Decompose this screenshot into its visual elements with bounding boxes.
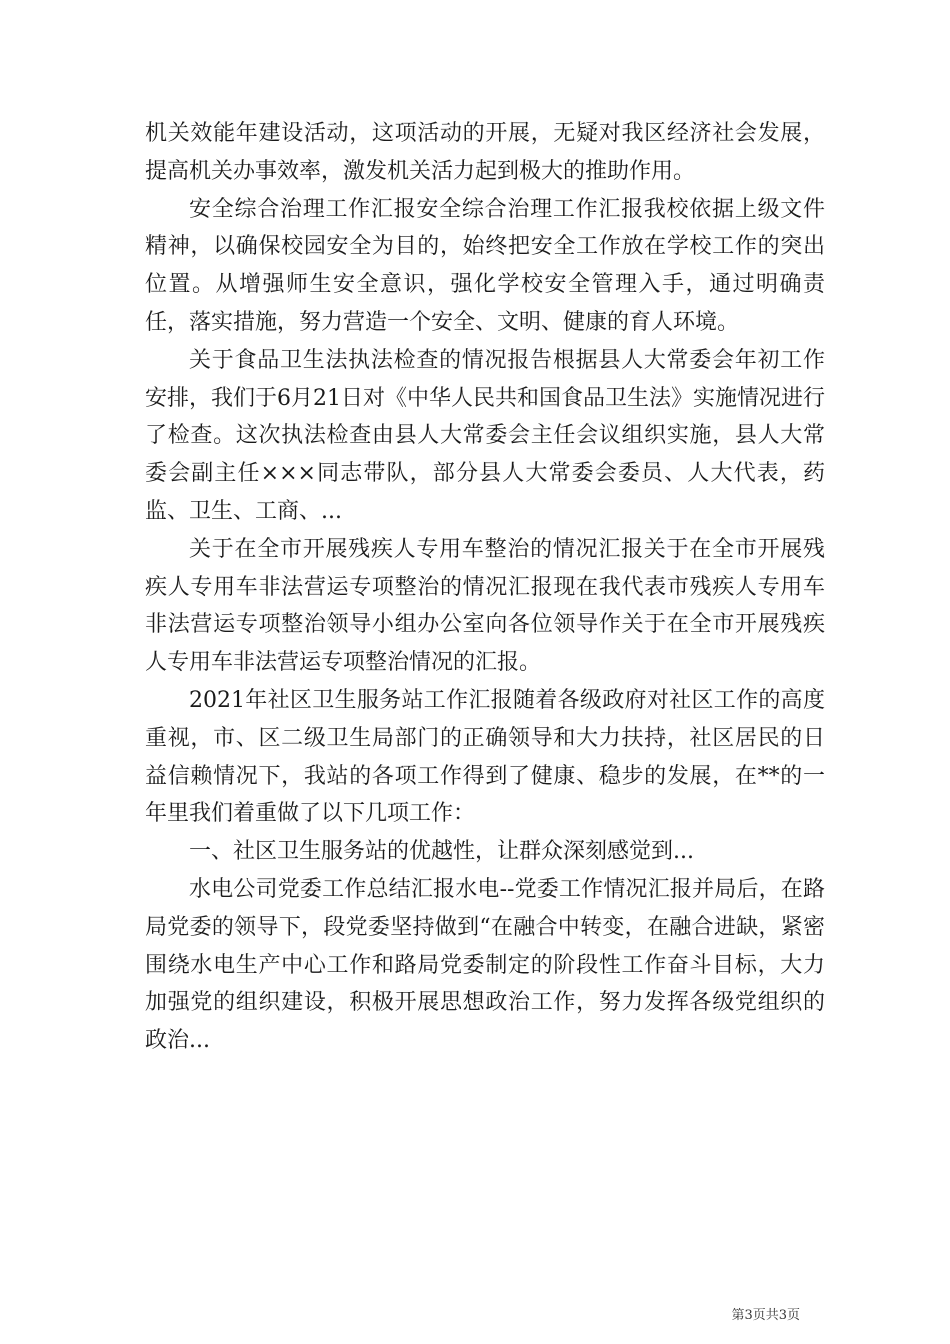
paragraph-3: 关于食品卫生法执法检查的情况报告根据县人大常委会年初工作安排，我们于6月21日对《中华人民共和国食品卫生法》实施情况进行了检查。这次执法检查由县人大常委会主任会议组织实施，县人大常委会副主任×××同志带队，部分县人大常委会委员、人大代表，药监、卫生、工商、... <box>145 347 825 524</box>
page-number-footer: 第3页共3页 <box>731 1308 800 1323</box>
paragraph-4: 关于在全市开展残疾人专用车整治的情况汇报关于在全市开展残疾人专用车非法营运专项整治的情况汇报现在我代表市残疾人专用车非法营运专项整治领导小组办公室向各位领导作关于在全市开展残疾人专用车非法营运专项整治情况的汇报。 <box>145 536 825 676</box>
paragraph-6: 一、社区卫生服务站的优越性，让群众深刻感觉到... <box>189 839 694 865</box>
document-body <box>145 115 825 1060</box>
paragraph-5: 2021年社区卫生服务站工作汇报随着各级政府对社区工作的高度重视，市、区二级卫生局部门的正确领导和大力扶持，社区居民的日益信赖情况下，我站的各项工作得到了健康、稳步的发展，在**的一年里我们着重做了以下几项工作： <box>145 687 825 827</box>
paragraph-2: 安全综合治理工作汇报安全综合治理工作汇报我校依据上级文件精神，以确保校园安全为目的，始终把安全工作放在学校工作的突出位置。从增强师生安全意识，强化学校安全管理入手，通过明确责任，落实措施，努力营造一个安全、文明、健康的育人环境。 <box>145 196 825 335</box>
paragraph-7: 水电公司党委工作总结汇报水电--党委工作情况汇报并局后，在路局党委的领导下，段党委坚持做到“在融合中转变，在融合进缺，紧密围绕水电生产中心工作和路局党委制定的阶段性工作奋斗目标，大力加强党的组织建设，积极开展思想政治工作，努力发挥各级党组织的政治... <box>145 876 825 1054</box>
paragraph-1: 机关效能年建设活动，这项活动的开展，无疑对我区经济社会发展，提高机关办事效率，激发机关活力起到极大的推助作用。 <box>145 121 825 184</box>
